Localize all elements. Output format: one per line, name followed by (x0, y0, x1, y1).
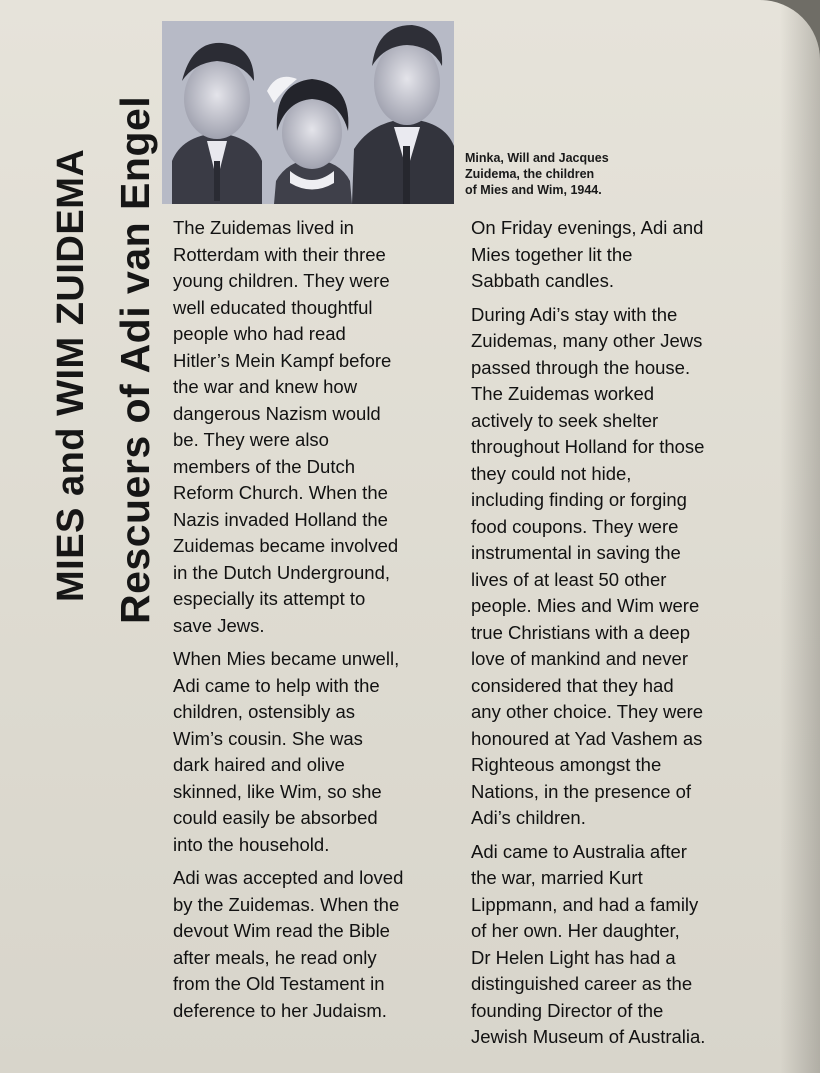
text-line: Sabbath candles. (471, 270, 614, 291)
text-line: passed through the house. (471, 356, 691, 378)
paragraph (471, 215, 761, 295)
text-line: be. They were also (173, 429, 329, 450)
text-line: after meals, he read only (173, 946, 377, 968)
text-line: by the Zuidemas. When the (173, 893, 400, 915)
text-line: any other choice. They were (471, 701, 704, 722)
text-line: love of mankind and never (471, 648, 688, 669)
text-line: Rotterdam with their three (173, 243, 386, 265)
text-line: When Mies became unwell, (173, 648, 400, 669)
text-line: considered that they had (471, 674, 674, 696)
caption-line: of Mies and Wim, 1944. (465, 183, 602, 197)
title-line-2: Rescuers of Adi van Engel (112, 95, 158, 624)
text-line: Adi’s children. (471, 807, 586, 828)
text-line: including finding or forging (471, 489, 687, 510)
family-photo (162, 21, 454, 204)
text-line: The Zuidemas worked (471, 383, 655, 404)
vertical-title (40, 10, 170, 624)
text-line: deference to her Judaism. (173, 999, 387, 1021)
text-line: people who had read (173, 323, 346, 344)
paragraph (173, 215, 458, 639)
right-text-column (471, 215, 761, 1058)
paragraph (471, 302, 761, 832)
text-line: Nations, in the presence of (471, 780, 692, 802)
text-line: Mies together lit the (471, 243, 633, 265)
text-line: food coupons. They were (471, 515, 679, 537)
text-line: they could not hide, (471, 462, 632, 484)
panel-edge-shadow (780, 0, 820, 1073)
text-line: instrumental in saving the (471, 542, 681, 563)
text-line: from the Old Testament in (173, 973, 385, 994)
text-line: Adi was accepted and loved (173, 867, 404, 888)
text-line: the war and knew how (173, 376, 358, 397)
text-line: into the household. (173, 833, 330, 855)
text-line: people. Mies and Wim were (471, 595, 700, 616)
text-line: The Zuidemas lived in (173, 217, 354, 238)
text-line: Lippmann, and had a family (471, 893, 699, 915)
text-line: true Christians with a deep (471, 621, 691, 643)
text-line: actively to seek shelter (471, 409, 659, 431)
text-line: Zuidemas, many other Jews (471, 330, 703, 351)
text-line: the war, married Kurt (471, 867, 643, 888)
text-line: distinguished career as the (471, 973, 693, 994)
text-line: dangerous Nazism would (173, 402, 381, 424)
caption-line: Zuidema, the children (465, 167, 595, 181)
text-line: well educated thoughtful (173, 296, 373, 318)
text-line: Adi came to Australia after (471, 840, 687, 862)
text-line: children, ostensibly as (173, 701, 356, 722)
left-text-column (173, 215, 458, 1031)
paragraph (173, 646, 458, 858)
text-line: On Friday evenings, Adi and (471, 217, 704, 238)
paragraph (173, 865, 458, 1024)
text-line: devout Wim read the Bible (173, 920, 390, 941)
text-line: During Adi’s stay with the (471, 303, 678, 325)
text-line: Jewish Museum of Australia. (471, 1026, 706, 1047)
text-line: Adi came to help with the (173, 674, 380, 696)
text-line: Reform Church. When the (173, 482, 388, 503)
text-line: save Jews. (173, 614, 265, 636)
text-line: Wim’s cousin. She was (173, 727, 363, 749)
caption-line: Minka, Will and Jacques (465, 151, 609, 165)
text-line: dark haired and olive (173, 754, 345, 775)
text-line: Righteous amongst the (471, 754, 662, 775)
text-line: Zuidemas became involved (173, 535, 399, 556)
text-line: throughout Holland for those (471, 436, 705, 457)
text-line: lives of at least 50 other (471, 568, 667, 590)
text-line: young children. They were (173, 270, 390, 291)
text-line: in the Dutch Underground, (173, 561, 390, 583)
text-line: members of the Dutch (173, 455, 355, 477)
text-line: Dr Helen Light has had a (471, 946, 676, 968)
text-line: founding Director of the (471, 999, 664, 1021)
paragraph (471, 839, 761, 1051)
text-line: could easily be absorbed (173, 807, 378, 828)
text-line: Hitler’s Mein Kampf before (173, 349, 392, 371)
text-line: especially its attempt to (173, 588, 366, 609)
text-line: honoured at Yad Vashem as (471, 727, 703, 749)
text-line: skinned, like Wim, so she (173, 780, 382, 802)
photo-caption (465, 150, 665, 198)
text-line: of her own. Her daughter, (471, 920, 680, 941)
title-line-1: MIES and WIM ZUIDEMA (50, 148, 92, 602)
text-line: Nazis invaded Holland the (173, 508, 388, 530)
